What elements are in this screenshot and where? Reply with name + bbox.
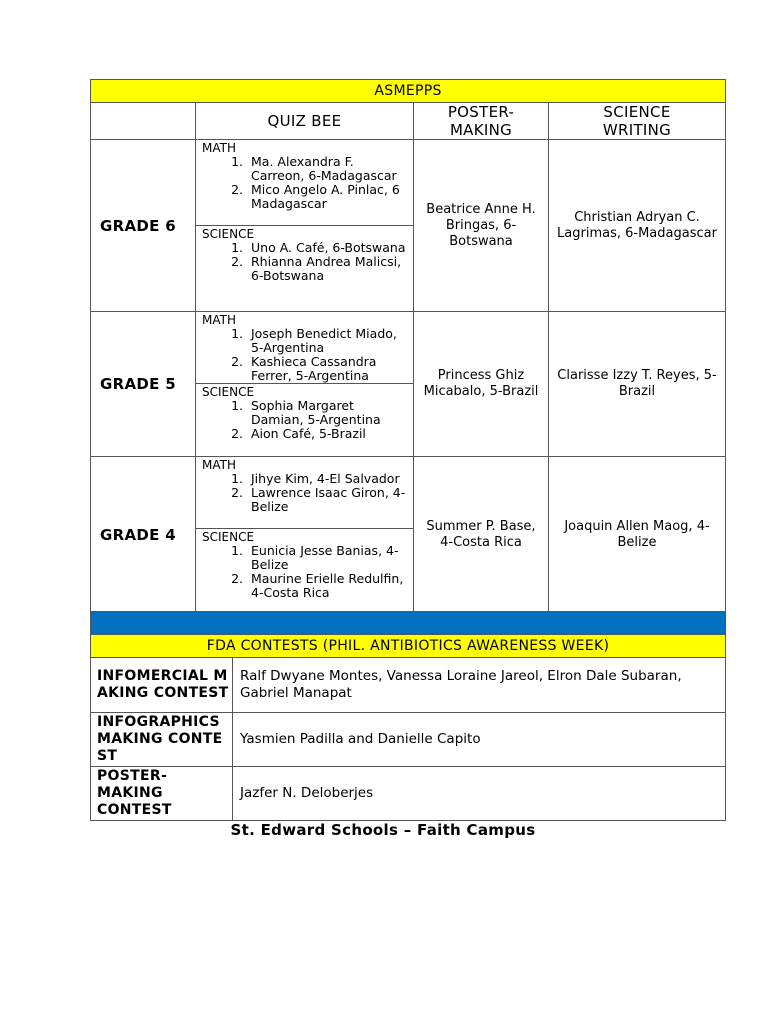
list-item: 2. Maurine Erielle Redulfin, 4-Costa Rica [247, 572, 407, 600]
science-section [196, 225, 413, 283]
list-item: 2. Lawrence Isaac Giron, 4-Belize [247, 486, 407, 514]
science-winners-list [202, 241, 407, 283]
footer-text: St. Edward Schools – Faith Campus [230, 821, 536, 839]
contest-name: INFOMERCIAL MAKING CONTEST [91, 658, 233, 713]
math-label: MATH [202, 141, 236, 155]
math-label: MATH [202, 458, 236, 472]
list-item: 1. Sophia Margaret Damian, 5-Argentina [247, 399, 407, 427]
poster-making-winner: Summer P. Base, 4-Costa Rica [414, 457, 549, 614]
fda-contests-table [90, 611, 726, 821]
grade-row [91, 140, 726, 312]
science-section [196, 528, 413, 600]
science-winners-list [202, 399, 407, 441]
list-item: 1. Jihye Kim, 4-El Salvador [247, 472, 407, 486]
quiz-bee-cell [196, 140, 414, 312]
grade-label: GRADE 5 [91, 312, 196, 457]
math-section [196, 312, 413, 383]
math-winners-list [202, 327, 407, 383]
math-winners-list [202, 155, 407, 211]
section-divider-bar [91, 612, 726, 635]
list-item: 1. Uno A. Café, 6-Botswana [247, 241, 407, 255]
list-item: 1. Joseph Benedict Miado, 5-Argentina [247, 327, 407, 355]
list-item: 2. Kashieca Cassandra Ferrer, 5-Argentina [247, 355, 407, 383]
science-label: SCIENCE [202, 385, 255, 399]
science-writing-winner: Christian Adryan C. Lagrimas, 6-Madagascar [549, 140, 726, 312]
asmepps-table [90, 79, 726, 614]
contest-winners: Ralf Dwyane Montes, Vanessa Loraine Jareol, Elron Dale Subaran, Gabriel Manapat [233, 658, 726, 713]
science-writing-winner: Joaquin Allen Maog, 4-Belize [549, 457, 726, 614]
contest-name: INFOGRAPHICS MAKING CONTEST [91, 713, 233, 767]
math-winners-list [202, 472, 407, 514]
science-label: SCIENCE [202, 227, 255, 241]
list-item: 2. Mico Angelo A. Pinlac, 6 Madagascar [247, 183, 407, 211]
quiz-bee-cell [196, 457, 414, 614]
science-section [196, 383, 413, 441]
list-item: 2. Aion Café, 5-Brazil [247, 427, 407, 441]
grade-row [91, 457, 726, 614]
table-row [91, 767, 726, 821]
school-footer [0, 821, 768, 839]
contest-winners: Jazfer N. Deloberjes [233, 767, 726, 821]
contest-winners: Yasmien Padilla and Danielle Capito [233, 713, 726, 767]
math-section [196, 140, 413, 225]
science-writing-winner: Clarisse Izzy T. Reyes, 5-Brazil [549, 312, 726, 457]
fda-contests-title: FDA CONTESTS (PHIL. ANTIBIOTICS AWARENESS WEEK) [91, 635, 726, 658]
math-section [196, 457, 413, 528]
list-item: 2. Rhianna Andrea Malicsi, 6-Botswana [247, 255, 407, 283]
asmepps-title: ASMEPPS [91, 80, 726, 103]
grade-label: GRADE 4 [91, 457, 196, 614]
grade-row [91, 312, 726, 457]
science-label: SCIENCE [202, 530, 255, 544]
contest-name: POSTER-MAKING CONTEST [91, 767, 233, 821]
poster-making-winner: Beatrice Anne H. Bringas, 6-Botswana [414, 140, 549, 312]
list-item: 1. Ma. Alexandra F. Carreon, 6-Madagascar [247, 155, 407, 183]
grade-label: GRADE 6 [91, 140, 196, 312]
column-header-quiz-bee: QUIZ BEE [196, 103, 414, 140]
table-row [91, 658, 726, 713]
corner-cell [91, 103, 196, 140]
poster-making-winner: Princess Ghiz Micabalo, 5-Brazil [414, 312, 549, 457]
math-label: MATH [202, 313, 236, 327]
science-winners-list [202, 544, 407, 600]
table-row [91, 713, 726, 767]
column-header-science-writing: SCIENCE WRITING [549, 103, 726, 140]
list-item: 1. Eunicia Jesse Banias, 4-Belize [247, 544, 407, 572]
column-header-poster-making: POSTER- MAKING [414, 103, 549, 140]
quiz-bee-cell [196, 312, 414, 457]
